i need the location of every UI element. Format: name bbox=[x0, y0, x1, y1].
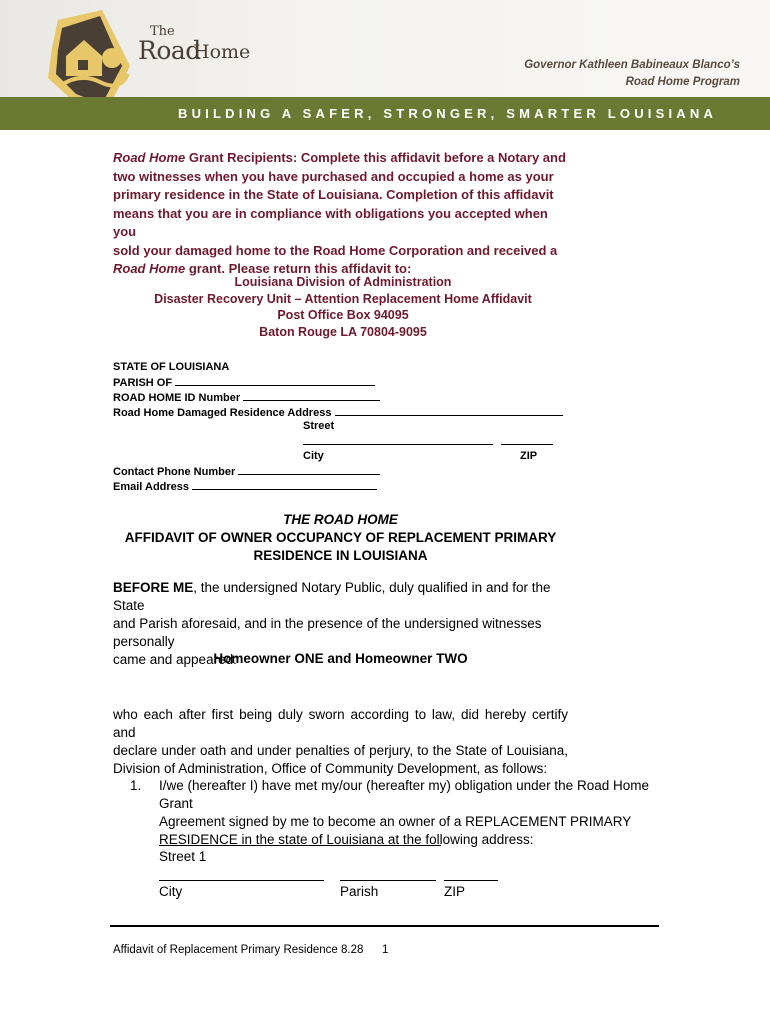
logo-road: Road bbox=[138, 36, 201, 65]
address-line-3: Post Office Box 94095 bbox=[277, 308, 409, 322]
replacement-parish-blank[interactable] bbox=[340, 880, 436, 881]
governor-line-1: Governor Kathleen Babineaux Blanco’s bbox=[524, 59, 740, 71]
street-label: Street bbox=[303, 420, 335, 432]
address-line-1: Louisiana Division of Administration bbox=[234, 275, 452, 289]
id-number-label: ROAD HOME ID Number bbox=[113, 392, 241, 404]
address-line-4: Baton Rouge LA 70804-9095 bbox=[259, 324, 427, 339]
affidavit-title bbox=[113, 511, 568, 565]
before-me-line-1: , the undersigned Notary Public, duly qualified in and for the State bbox=[113, 580, 551, 613]
title-line-3: RESIDENCE IN LOUISIANA bbox=[253, 548, 428, 563]
phone-label: Contact Phone Number bbox=[113, 466, 236, 478]
phone-blank[interactable] bbox=[238, 463, 380, 475]
id-number-field[interactable] bbox=[113, 389, 380, 405]
intro-road-home-italic: Road Home bbox=[113, 150, 186, 165]
city-label: City bbox=[303, 450, 324, 462]
item-1-line-3: RESIDENCE in the state of Louisiana at the following address: bbox=[159, 832, 534, 847]
email-field[interactable] bbox=[113, 478, 377, 494]
replacement-zip-label: ZIP bbox=[444, 884, 466, 899]
footer-label: Affidavit of Replacement Primary Residence 8.28 bbox=[113, 944, 364, 956]
email-blank[interactable] bbox=[192, 478, 377, 490]
intro-paragraph bbox=[113, 149, 573, 279]
intro-line-1: Grant Recipients: Complete this affidavit before a Notary and bbox=[185, 150, 566, 165]
item-1-line-1: I/we (hereafter I) have met my/our (hereafter my) obligation under the Road Home Grant bbox=[159, 778, 649, 811]
state-label: STATE OF LOUISIANA bbox=[113, 361, 230, 373]
damaged-address-label: Road Home Damaged Residence Address bbox=[113, 407, 332, 419]
street1-label: Street 1 bbox=[159, 849, 207, 864]
city-blank[interactable] bbox=[303, 444, 493, 445]
intro-line-4: means that you are in compliance with obligations you accepted when you bbox=[113, 205, 548, 239]
street-blank[interactable] bbox=[335, 404, 563, 416]
return-address bbox=[113, 274, 573, 340]
governor-line-2: Road Home Program bbox=[625, 76, 740, 88]
intro-line-3: primary residence in the State of Louisiana. Completion of this affidavit bbox=[113, 187, 554, 202]
logo-the: The bbox=[150, 24, 175, 39]
sworn-line-1: who each after first being duly sworn according to law, did hereby certify and bbox=[113, 707, 568, 740]
id-number-blank[interactable] bbox=[243, 389, 380, 401]
zip-blank[interactable] bbox=[501, 444, 553, 445]
logo-home: Home bbox=[193, 41, 251, 63]
title-line-2: AFFIDAVIT OF OWNER OCCUPANCY OF REPLACEMENT PRIMARY bbox=[124, 530, 557, 545]
address-line-2: Disaster Recovery Unit – Attention Replacement Home Affidavit bbox=[154, 291, 532, 306]
replacement-city-label: City bbox=[159, 884, 183, 899]
governor-program bbox=[524, 57, 740, 91]
replacement-zip-blank[interactable] bbox=[444, 880, 498, 881]
parish-field[interactable] bbox=[113, 374, 375, 390]
email-label: Email Address bbox=[113, 481, 190, 493]
before-me-line-3: came and appeared: bbox=[113, 652, 237, 667]
item-1-line-2: Agreement signed by me to become an owner of a REPLACEMENT PRIMARY bbox=[159, 814, 632, 829]
parish-label: PARISH OF bbox=[113, 377, 173, 389]
sworn-line-2: declare under oath and under penalties of perjury, to the State of Louisiana, bbox=[113, 743, 568, 758]
sworn-paragraph bbox=[113, 706, 568, 778]
page-number: 1 bbox=[382, 944, 389, 956]
intro-line-6: grant. Please return this affidavit to: bbox=[185, 261, 412, 276]
intro-road-home-italic-2: Road Home bbox=[113, 261, 186, 276]
footer-divider bbox=[110, 925, 659, 927]
damaged-address-field[interactable] bbox=[113, 404, 563, 420]
item-1-number: 1. bbox=[130, 778, 142, 793]
page-header bbox=[0, 0, 770, 97]
sworn-line-3: Division of Administration, Office of Community Development, as follows: bbox=[113, 761, 548, 776]
homeowners-heading: Homeowner ONE and Homeowner TWO bbox=[213, 651, 468, 666]
intro-line-5: sold your damaged home to the Road Home Corporation and received a bbox=[113, 242, 558, 258]
phone-field[interactable] bbox=[113, 463, 380, 479]
replacement-city-blank[interactable] bbox=[159, 880, 324, 881]
intro-line-2: two witnesses when you have purchased and occupied a home as your bbox=[113, 168, 554, 184]
title-line-1: THE ROAD HOME bbox=[283, 512, 398, 527]
before-me-line-2: and Parish aforesaid, and in the presence of the undersigned witnesses personally bbox=[113, 616, 542, 649]
zip-label: ZIP bbox=[520, 450, 538, 462]
tagline-banner: BUILDING A SAFER, STRONGER, SMARTER LOUISIANA bbox=[0, 97, 770, 130]
before-me-bold: BEFORE ME bbox=[113, 580, 194, 595]
replacement-parish-label: Parish bbox=[340, 884, 379, 899]
parish-blank[interactable] bbox=[175, 374, 375, 386]
replacement-street-blank[interactable] bbox=[159, 845, 441, 846]
